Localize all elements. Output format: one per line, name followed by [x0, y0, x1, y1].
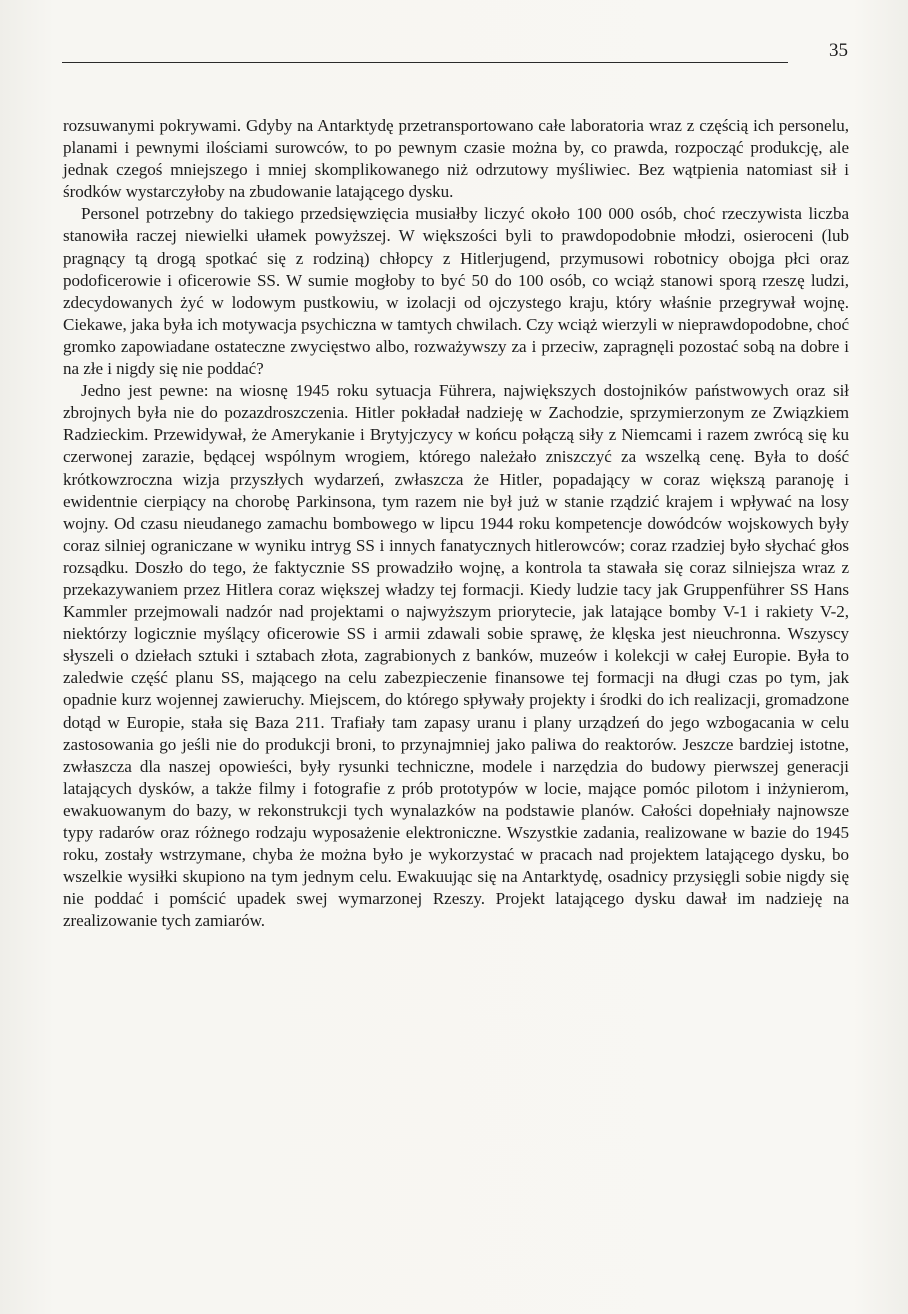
- body-text: [63, 115, 849, 932]
- paragraph-3: Jedno jest pewne: na wiosnę 1945 roku sytuacja Führera, największych dostojników państwowych oraz sił zbrojnych była nie do pozazdroszczenia. Hitler pokładał nadzieję w Zachodzie, sprzymierzonym ze Związkiem Radzieckim. Przewidywał, że Amerykanie i Brytyjczycy w końcu połączą siły z Niemcami i razem zwrócą się ku czerwonej zarazie, będącej wspólnym wrogiem, którego należało zniszczyć za wszelką cenę. Była to dość krótkowzroczna wizja przyszłych wydarzeń, zwłaszcza że Hitler, popadający w coraz większą paranoję i ewidentnie cierpiący na chorobę Parkinsona, tym razem nie był już w stanie rządzić krajem i wpływać na losy wojny. Od czasu nieudanego zamachu bombowego w lipcu 1944 roku kompetencje dowódców wojskowych były coraz silniej ograniczane w wyniku intryg SS i innych fanatycznych hitlerowców; coraz rzadziej było słychać głos rozsądku. Doszło do tego, że faktycznie SS prowadziło wojnę, a kontrola ta stawała się coraz silniejsza wraz z przekazywaniem przez Hitlera coraz większej władzy tej formacji. Kiedy ludzie tacy jak Gruppenführer SS Hans Kammler przejmowali nadzór nad projektami o najwyższym priorytecie, jak latające bomby V-1 i rakiety V-2, niektórzy logicznie myślący oficerowie SS i armii zdawali sobie sprawę, że klęska jest nieuchronna. Wszyscy słyszeli o dziełach sztuki i sztabach złota, zagrabionych z banków, muzeów i kolekcji w całej Europie. Była to zaledwie część planu SS, mającego na celu zabezpieczenie finansowe tej formacji na długi czas po tym, jak opadnie kurz wojennej zawieruchy. Miejscem, do którego spływały projekty i środki do ich realizacji, gromadzone dotąd w Europie, stała się Baza 211. Trafiały tam zapasy uranu i plany urządzeń do jego wzbogacania w celu zastosowania go jeśli nie do produkcji broni, to przynajmniej jako paliwa do reaktorów. Jeszcze bardziej istotne, zwłaszcza dla naszej opowieści, były rysunki techniczne, modele i narzędzia do budowy pierwszej generacji latających dysków, a także filmy i fotografie z prób prototypów w locie, mające pomóc pilotom i inżynierom, ewakuowanym do bazy, w rekonstrukcji tych wynalazków na podstawie planów. Całości dopełniały najnowsze typy radarów oraz różnego rodzaju wyposażenie elektroniczne. Wszystkie zadania, realizowane w bazie do 1945 roku, zostały wstrzymane, chyba że można było je wykorzystać w pracach nad projektem latającego dysku, bo wszelkie wysiłki skupiono na tym jednym celu. Ewakuując się na Antarktydę, osadnicy przysięgli sobie nigdy się nie poddać i pomścić upadek swej wymarzonej Rzeszy. Projekt latającego dysku dawał im nadzieję na zrealizowanie tych zamiarów.: [63, 381, 849, 931]
- paragraph-2: Personel potrzebny do takiego przedsięwzięcia musiałby liczyć około 100 000 osób, choć rzeczywista liczba stanowiła raczej niewielki ułamek powyższej. W większości byli to prawdopodobnie młodzi, osieroceni (lub pragnący tą drogą spotkać się z rodziną) chłopcy z Hitlerjugend, przymusowi robotnicy obojga płci oraz podoficerowie i oficerowie SS. W sumie mogłoby to być 50 do 100 osób, co wciąż stanowi sporą rzeszę ludzi, zdecydowanych żyć w lodowym pustkowiu, w izolacji od ojczystego kraju, który właśnie przegrywał wojnę. Ciekawe, jaka była ich motywacja psychiczna w tamtych chwilach. Czy wciąż wierzyli w nieprawdopodobne, choć gromko zapowiadane ostateczne zwycięstwo albo, rozważywszy za i przeciw, zapragnęli pozostać sobą na dobre i na złe i nigdy się nie poddać?: [63, 204, 849, 379]
- header-rule: [62, 62, 788, 63]
- page-header: [62, 38, 848, 68]
- page-number: 35: [829, 40, 848, 61]
- paragraph-1: rozsuwanymi pokrywami. Gdyby na Antarktydę przetransportowano całe laboratoria wraz z częścią ich personelu, planami i pewnymi ilościami surowców, to po pewnym czasie można by, co prawda, rozpocząć produkcję, ale jednak czegoś mniejszego i mniej skomplikowanego niż odrzutowy myśliwiec. Bez wątpienia natomiast sił i środków wystarczyłoby na zbudowanie latającego dysku.: [63, 116, 849, 202]
